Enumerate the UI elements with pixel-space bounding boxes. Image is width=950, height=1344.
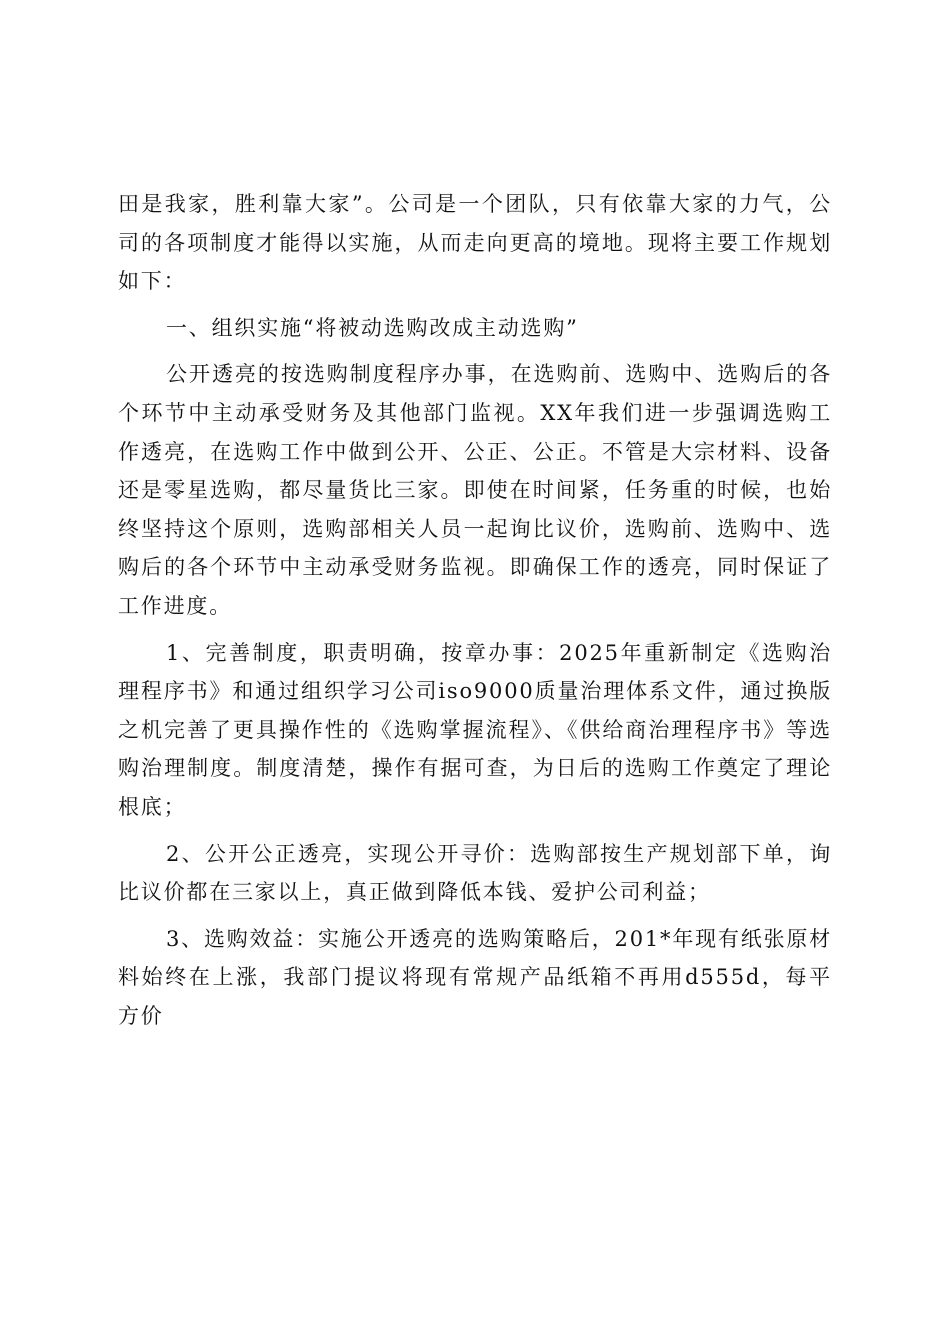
list-item-2-open-pricing: 2、公开公正透亮，实现公开寻价：选购部按生产规划部下单，询比议价都在三家以上，真正做到降低本钱、爱护公司利益； <box>118 841 832 905</box>
list-item-1-improve-system: 1、完善制度，职责明确，按章办事：2025年重新制定《选购治理程序书》和通过组织学习公司iso9000质量治理体系文件，通过换版之机完善了更具操作性的《选购掌握流程》、《供给商治理程序书》等选购治理制度。制度清楚，操作有据可查，为日后的选购工作奠定了理论根底； <box>118 640 832 819</box>
section-heading-1: 一、组织实施“将被动选购改成主动选购” <box>166 315 579 340</box>
paragraph-procurement-transparency: 公开透亮的按选购制度程序办事，在选购前、选购中、选购后的各个环节中主动承受财务及其他部门监视。XX年我们进一步强调选购工作透亮，在选购工作中做到公开、公正、公正。不管是大宗材料、设备还是零星选购，都尽量货比三家。即使在时间紧，任务重的时候，也始终坚持这个原则，选购部相关人员一起询比议价，选购前、选购中、选购后的各个环节中主动承受财务监视。即确保工作的透亮，同时保证了工作进度。 <box>118 362 832 618</box>
document-body <box>118 185 832 1035</box>
list-item-3-procurement-benefit: 3、选购效益：实施公开透亮的选购策略后，201*年现有纸张原材料始终在上涨，我部门提议将现有常规产品纸箱不再用d555d，每平方价 <box>118 926 832 1028</box>
paragraph-continuation: 田是我家，胜利靠大家”。公司是一个团队，只有依靠大家的力气，公司的各项制度才能得以实施，从而走向更高的境地。现将主要工作规划如下： <box>118 192 832 294</box>
